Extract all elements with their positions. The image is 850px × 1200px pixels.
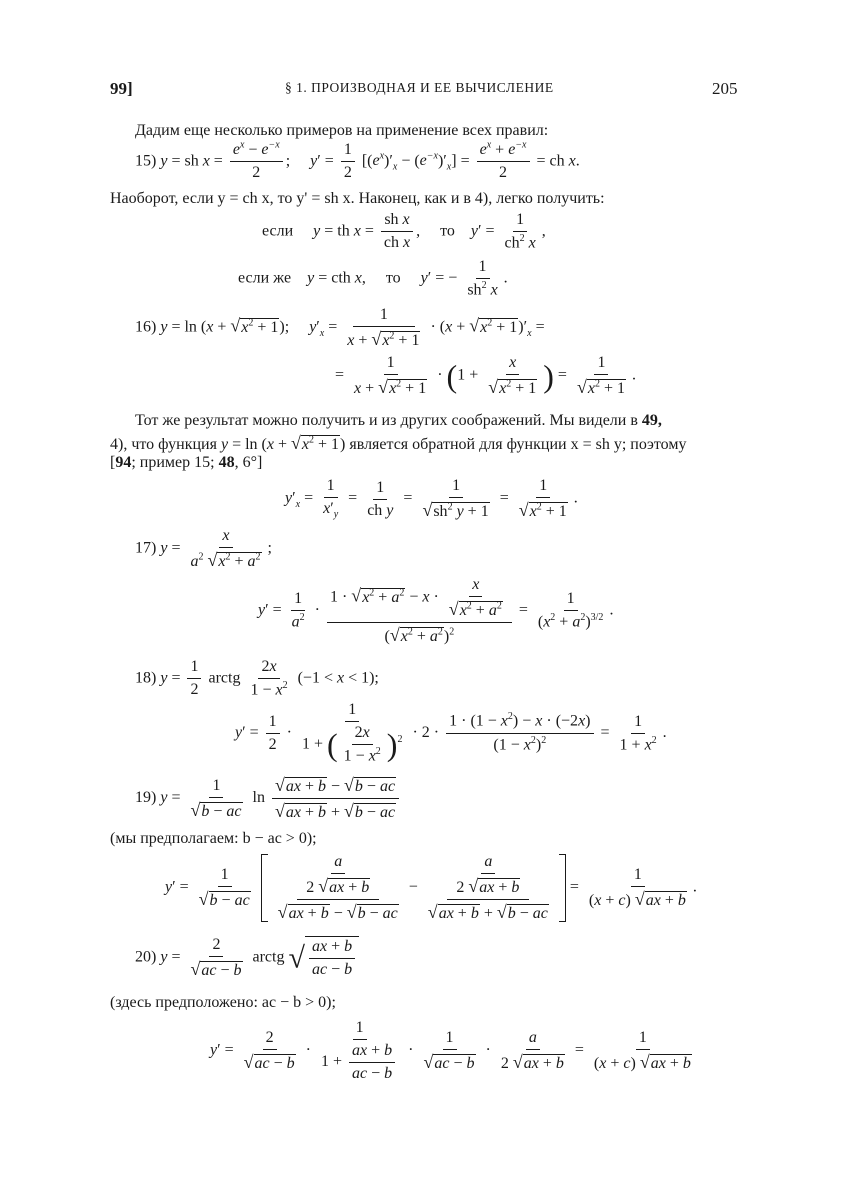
formula-17-derivative: y′ = $\frac{1}{a^2}$ · $1 \cdot √x^2 + a^2 - x$ · $\frac{x}{√x^2 + a^2}$ $(√x^2 + a^2)^2$ = $\frac{1}{(x^2 + a^2)^{3/2}}$ . bbox=[258, 576, 614, 645]
assumption-19: (мы предполагаем: b − ac > 0); bbox=[110, 830, 317, 847]
label-17: 17) bbox=[135, 539, 157, 557]
bracket-open: [ bbox=[110, 454, 116, 471]
formula-16-cont: = $\frac{1}{x + √x^2 + 1}$ · (1 + $\frac{x}{√x^2 + 1}$ ) = $\frac{1}{√x^2 + 1}$ . bbox=[335, 354, 636, 397]
paragraph-line-2: 4), что функция $y = \ln (x + √x^2 + 1)$ является обратной для функции x = sh y; поэтому bbox=[110, 433, 687, 453]
formula-18-derivative: y′ = $\frac{1}{2}$ · 1 1 + ( $\frac{2x}{1 - x^2}$ )$^2$ · 2 · $\frac{1 \cdot (1 - x^2) - x \cdot (-2x)}{(1 - x^2)^2}$ = $\frac{1}{1 + x^2}$ . bbox=[235, 701, 667, 765]
label-19: 19) bbox=[135, 789, 157, 807]
paragraph-text-3b: ; пример 15; bbox=[131, 454, 215, 471]
page-number: 205 bbox=[712, 79, 738, 98]
paragraph-text-2b: является обратной для функции bbox=[349, 436, 567, 453]
formula-16: 16) $y = \ln (x + √x^2 + 1)$; $y'_x$ = $\frac{1}{x + √x^2 + 1}$ · $(x + √x^2 + 1)'_x$ = bbox=[135, 306, 545, 349]
if-also-word: если же bbox=[238, 269, 292, 287]
formula-17: 17) y = $\frac{x}{a^2 √x^2 + a^2}$ ; bbox=[135, 527, 272, 570]
running-title: § 1. ПРОИЗВОДНАЯ И ЕЕ ВЫЧИСЛЕНИЕ bbox=[285, 80, 554, 95]
formula-19-derivative: y′ = $\frac{1}{√b - ac}$ $\frac{\frac{a}{2 √ax + b}}{√ax + b - √b - ac}$ − $\frac{\frac{a}{2 √ax + b}}{√ax + b + √b - ac}$ = $\frac{1}{(x + c) √ax + b}$ . bbox=[165, 853, 697, 922]
assumption-20: (здесь предположено: ac − b > 0); bbox=[110, 994, 336, 1011]
paragraph-line-1 bbox=[135, 411, 662, 431]
formula-20-derivative: y′ = $\frac{2}{√ac - b}$ · 1 1 + $\frac{ax + b}{ac - b}$ · $\frac{1}{√ac - b}$ · $\frac{a}{2 √ax + b}$ = $\frac{1}{(x + c) √ax + b}$ bbox=[210, 1019, 691, 1082]
if-word: если bbox=[262, 222, 294, 240]
formula-19: 19) y = $\frac{1}{√b - ac}$ ln $\frac{√ax + b - √b - ac}{√ax + b + √b - ac}$ bbox=[135, 774, 402, 823]
formula-15: 15) y = sh x = $\frac{e^x - e^{-x}}{2}$ ; y′ = $\frac{1}{2}$ $[(e^x)'_x - (e^{-x})'_x]$ = $\frac{e^x + e^{-x}}{2}$ = ch x. bbox=[135, 140, 580, 182]
then-word: то bbox=[440, 222, 455, 240]
formula-20: 20) y = $\frac{2}{√ac - b}$ arctg √ $\frac{ax + b}{ac - b}$ bbox=[135, 935, 359, 981]
formula-18: 18) y = $\frac{1}{2}$ arctg $\frac{2x}{1 - x^2}$ (−1 < x < 1); bbox=[135, 658, 379, 699]
formula-inverse: $y'_x$ = $\frac{1}{x'_y}$ = $\frac{1}{\text{ch y}}$ = $\frac{1}{√sh^2 y + 1}$ = $\frac{1}{√x^2 + 1}$ . bbox=[285, 477, 578, 521]
paragraph-line-3 bbox=[110, 453, 262, 473]
paragraph-text-1: Тот же результат можно получить и из других соображений. Мы видели в bbox=[135, 412, 638, 429]
intro-text: Дадим еще несколько примеров на применение всех правил: bbox=[135, 122, 549, 139]
section-number: 99] bbox=[110, 79, 133, 98]
then-word: то bbox=[385, 269, 401, 287]
paragraph-text-2c: x = sh y; поэтому bbox=[570, 436, 687, 453]
label-16: 16) bbox=[135, 318, 157, 336]
paragraph-text-2a: 4), что функция bbox=[110, 436, 217, 453]
formula-cth: если же y = cth x, то y′ = − $\frac{1}{sh^2 x}$ . bbox=[238, 258, 508, 299]
label-18: 18) bbox=[135, 669, 157, 687]
ref-49: 49, bbox=[641, 412, 662, 429]
reverse-text: Наоборот, если y = ch x, то y' = sh x. Наконец, как и в 4), легко получить: bbox=[110, 190, 605, 207]
paragraph-text-3c: , 6°] bbox=[234, 454, 263, 471]
ref-48: 48 bbox=[218, 454, 235, 471]
ref-94: 94 bbox=[115, 454, 132, 471]
formula-th: если y = th x = $\frac{\text{sh x}}{\text{ch x}}$ , то y′ = $\frac{1}{ch^2 x}$ , bbox=[262, 211, 546, 252]
label-20: 20) bbox=[135, 948, 157, 966]
label-15: 15) bbox=[135, 152, 157, 170]
